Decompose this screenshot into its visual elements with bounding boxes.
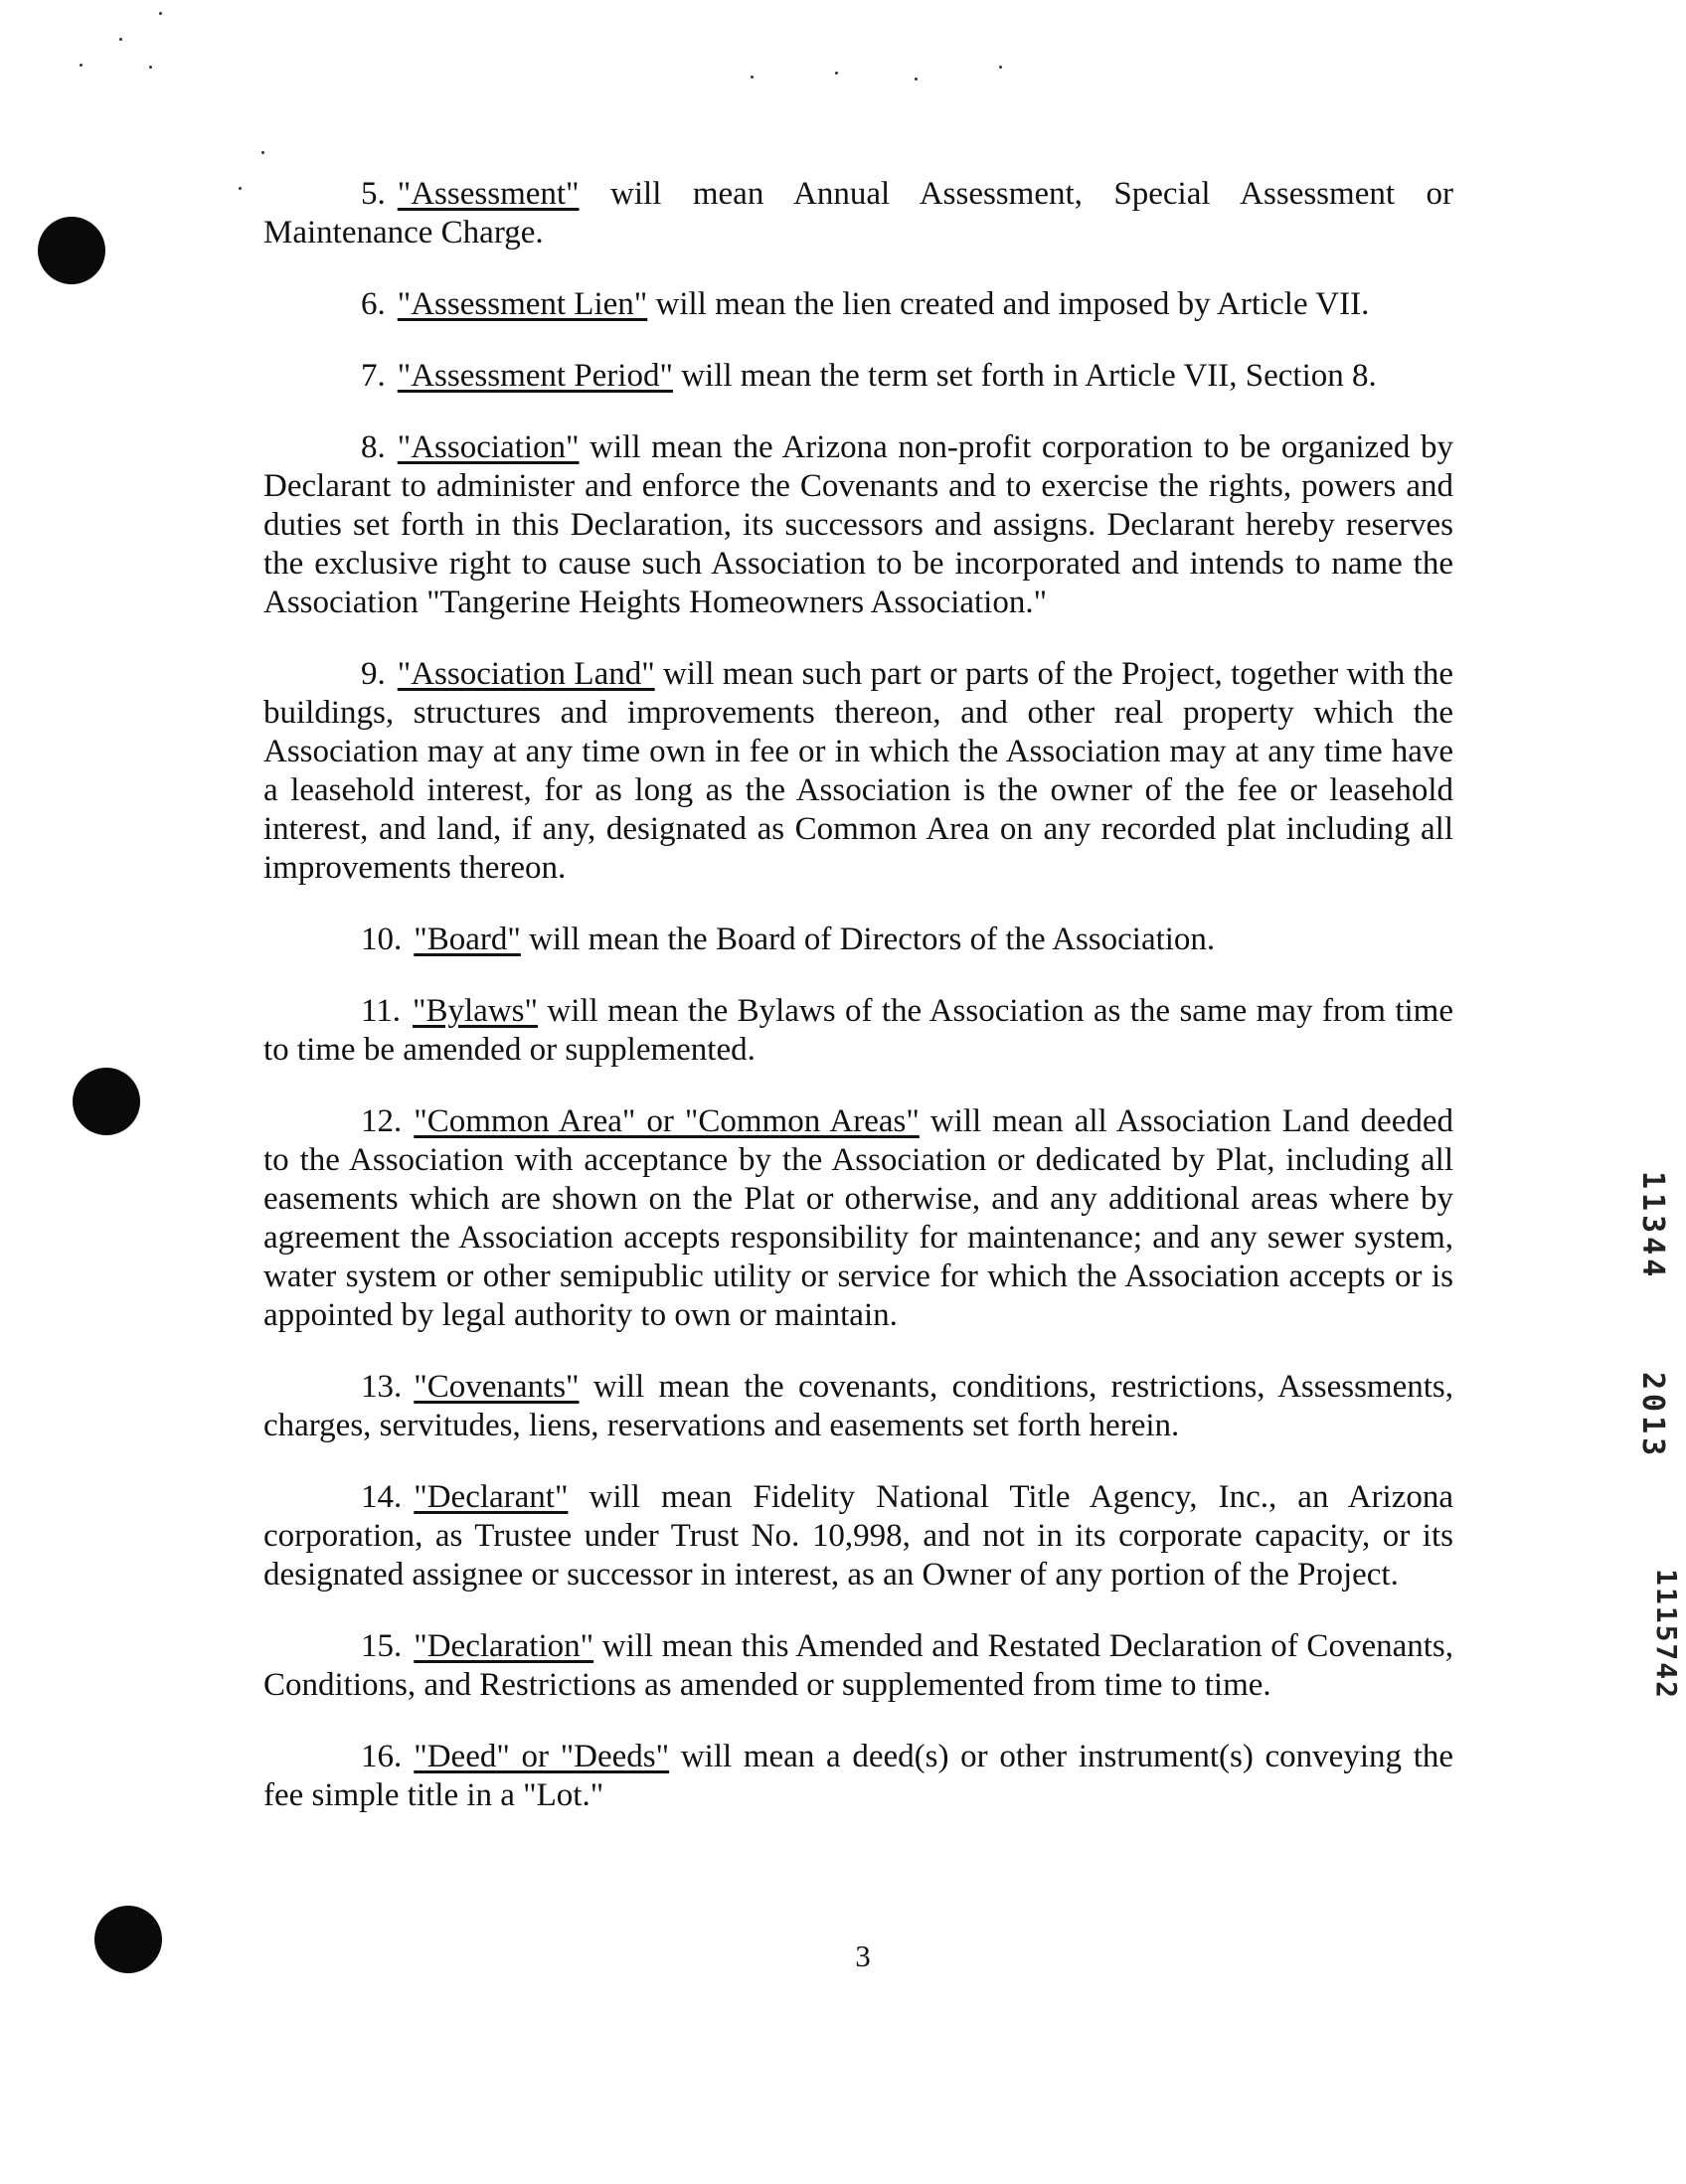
definition-paragraph: [263, 1738, 1453, 1815]
definition-text: will mean Annual Assessment, Special Assessment or Maintenance Charge.: [263, 176, 1453, 251]
definition-paragraph: [263, 285, 1453, 324]
definition-paragraph: [263, 1627, 1453, 1705]
paragraph-number: 9.: [361, 656, 386, 692]
definitions-list: [263, 175, 1453, 1848]
paragraph-number: 13.: [361, 1369, 403, 1405]
defined-term: "Assessment": [397, 176, 580, 212]
defined-term: "Deed" or "Deeds": [414, 1739, 670, 1774]
definition-text: will mean the Bylaws of the Association as the same may from time to time be amended or supplemented.: [263, 993, 1453, 1068]
definition-paragraph: [263, 992, 1453, 1070]
defined-term: "Association Land": [397, 656, 655, 692]
scan-speck: [80, 64, 83, 67]
defined-term: "Common Area" or "Common Areas": [414, 1103, 920, 1139]
punch-hole-middle: [73, 1068, 140, 1135]
definition-text: will mean a deed(s) or other instrument(s) conveying the fee simple title in a "Lot.": [263, 1739, 1454, 1813]
scan-speck: [159, 12, 162, 15]
paragraph-number: 10.: [361, 922, 403, 957]
definition-paragraph: [263, 1478, 1453, 1595]
defined-term: "Association": [397, 429, 580, 465]
page-number: 3: [855, 1938, 871, 1973]
paragraph-number: 15.: [361, 1628, 403, 1664]
paragraph-number: 6.: [361, 286, 386, 322]
scan-speck: [149, 66, 152, 69]
paragraph-number: 12.: [361, 1103, 403, 1139]
definition-text: will mean this Amended and Restated Declaration of Covenants, Conditions, and Restrictions as amended or supplemented from time to time.: [263, 1628, 1453, 1703]
recording-stamp-line-2: 2013: [1635, 1372, 1670, 1460]
defined-term: "Assessment Period": [397, 358, 673, 394]
definition-text: will mean the lien created and imposed by Article VII.: [647, 286, 1370, 322]
definition-paragraph: [263, 921, 1453, 959]
defined-term: "Declarant": [414, 1479, 569, 1515]
definition-text: will mean such part or parts of the Project, together with the buildings, structures and improvements thereon, and other real property which the Association may at any time own in fee or in which the Association may at any time have a leasehold interest, for as long as the Association is the owner of the fee or leasehold interest, and land, if any, designated as Common Area on any recorded plat including all improvements thereon.: [263, 656, 1453, 886]
defined-term: "Bylaws": [413, 993, 538, 1029]
definition-text: will mean the covenants, conditions, restrictions, Assessments, charges, servitudes, liens, reservations and easements set forth herein.: [263, 1369, 1453, 1443]
defined-term: "Covenants": [414, 1369, 580, 1405]
defined-term: "Assessment Lien": [397, 286, 648, 322]
scan-speck: [239, 187, 242, 190]
scan-speck: [751, 76, 754, 79]
definition-paragraph: [263, 175, 1453, 252]
definition-text: will mean the Arizona non-profit corporation to be organized by Declarant to administer and enforce the Covenants and to exercise the rights, powers and duties set forth in this Declaration, its successors and assigns. Declarant hereby reserves the exclusive right to cause such Association to be incorporated and intends to name the Association "Tangerine Heights Homeowners Association.": [263, 429, 1453, 620]
paragraph-number: 7.: [361, 358, 386, 394]
recording-stamp-line-1: 11344: [1635, 1171, 1670, 1281]
scan-speck: [261, 151, 264, 154]
scan-speck: [835, 72, 838, 75]
definition-paragraph: [263, 1102, 1453, 1335]
definition-paragraph: [263, 1368, 1453, 1445]
paragraph-number: 11.: [361, 993, 402, 1029]
paragraph-number: 16.: [361, 1739, 403, 1774]
scan-speck: [119, 38, 122, 41]
definition-paragraph: [263, 428, 1453, 622]
paragraph-number: 8.: [361, 429, 386, 465]
scan-speck: [999, 66, 1002, 69]
definition-text: will mean Fidelity National Title Agency, Inc., an Arizona corporation, as Trustee under Trust No. 10,998, and not in its corporate capacity, or its designated assignee or successor in interest, as an Owner of any portion of the Project.: [263, 1479, 1453, 1593]
defined-term: "Board": [414, 922, 521, 957]
definition-text: will mean the term set forth in Article VII, Section 8.: [672, 358, 1377, 394]
paragraph-number: 14.: [361, 1479, 403, 1515]
recording-stamp-line-3: 1115742: [1650, 1569, 1683, 1701]
definition-text: will mean the Board of Directors of the Association.: [520, 922, 1216, 957]
punch-hole-top: [38, 217, 105, 284]
defined-term: "Declaration": [414, 1628, 594, 1664]
definition-paragraph: [263, 655, 1453, 888]
definition-text: will mean all Association Land deeded to the Association with acceptance by the Association or dedicated by Plat, including all easements which are shown on the Plat or otherwise, and any additional areas where by agreement the Association accepts responsibility for maintenance; and any sewer system, water system or other semipublic utility or service for which the Association accepts or is appointed by legal authority to own or maintain.: [263, 1103, 1453, 1333]
paragraph-number: 5.: [361, 176, 386, 212]
definition-paragraph: [263, 357, 1453, 396]
scan-speck: [915, 78, 918, 81]
